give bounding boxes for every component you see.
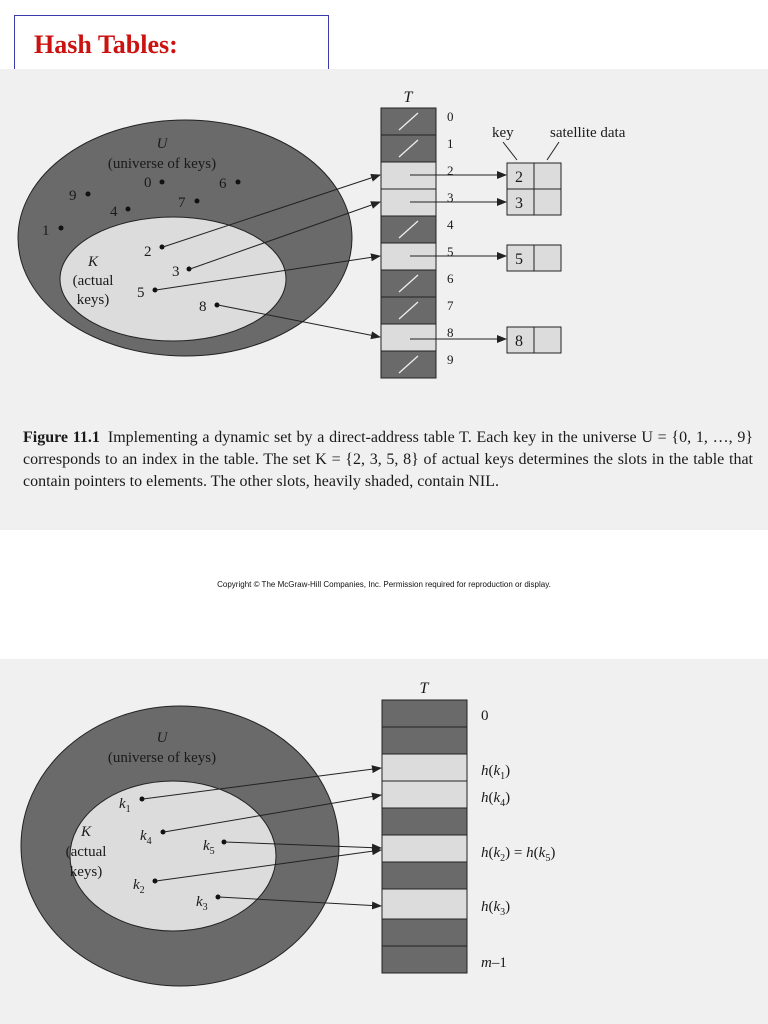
universe-key-9: 9 [69, 188, 77, 204]
slot-index-3: 3 [447, 190, 454, 205]
hslot-1 [382, 727, 467, 754]
hslot-2 [382, 754, 467, 781]
figure2 [21, 680, 555, 986]
key-k4: $k_4$ [140, 828, 152, 847]
universe-label-2: U [156, 730, 168, 746]
hslot-label-hk2-hk5: $h(k_2) = h(k_5)$ [481, 845, 556, 864]
slot-index-1: 1 [447, 136, 454, 151]
slot-index-0: 0 [447, 109, 454, 124]
key-dot-7 [195, 199, 200, 204]
actual-desc-2-1: (actual [65, 844, 107, 860]
hslot-label-0: 0 [481, 708, 489, 724]
hslot-9 [382, 946, 467, 973]
slot-index-2: 2 [447, 163, 454, 178]
caption-text: Implementing a dynamic set by a direct-address table T. Each key in the universe U = {0, 1, …, 9} corresponds to an index in the table. The set K = {2, 3, 5, 8} of actual keys determines the slots in the table that contain pointers to elements. The other slots, heavily shaded, contain NIL. [23, 429, 753, 490]
key-dot-0 [160, 180, 165, 185]
slot-index-9: 9 [447, 352, 454, 367]
slot-indices [447, 109, 454, 367]
element-key-2: 2 [515, 169, 523, 186]
hslot-label-m1: m–1 [481, 955, 507, 971]
slot-index-6: 6 [447, 271, 454, 286]
key-dot-6 [236, 180, 241, 185]
universe-key-1: 1 [42, 223, 50, 239]
element-8-data [534, 327, 561, 353]
hslot-3 [382, 781, 467, 808]
actual-key-3: 3 [172, 264, 180, 280]
hslot-6 [382, 862, 467, 889]
universe-desc-2: (universe of keys) [107, 750, 217, 766]
actual-label-2: K [80, 824, 92, 840]
element-key-8: 8 [515, 333, 523, 350]
table-label-2: T [419, 680, 429, 697]
hslot-0 [382, 700, 467, 727]
element-key-5: 5 [515, 251, 523, 268]
universe-label: U [156, 136, 168, 152]
element-5-data [534, 245, 561, 271]
element-2-data [534, 163, 561, 189]
slot-index-7: 7 [447, 298, 454, 313]
actual-desc-2: keys) [76, 292, 110, 308]
hslot-4 [382, 808, 467, 835]
satellite-header-tick [547, 142, 559, 160]
hslot-label-hk1: $h(k_1)$ [481, 763, 511, 782]
slot-index-5: 5 [447, 244, 454, 259]
satellite-header: satellite data [550, 125, 626, 141]
element-keys [515, 169, 523, 350]
element-key-3: 3 [515, 195, 523, 212]
actual-key-2: 2 [144, 244, 152, 260]
table-label: T [403, 89, 413, 106]
universe-key-6: 6 [219, 176, 227, 192]
actual-desc-1: (actual [72, 273, 114, 289]
hslot-5 [382, 835, 467, 862]
universe-desc: (universe of keys) [107, 156, 217, 172]
key-k2: $k_2$ [133, 877, 145, 896]
slot-index-4: 4 [447, 217, 454, 232]
key-header-tick [503, 142, 517, 160]
actual-label: K [87, 254, 99, 270]
slot-8 [381, 324, 436, 351]
figure-caption [23, 427, 753, 493]
element-3-data [534, 189, 561, 215]
key-k1: $k_1$ [119, 796, 131, 815]
actual-key-8: 8 [199, 299, 207, 315]
figure1 [18, 89, 626, 378]
universe-key-0: 0 [144, 175, 152, 191]
actual-desc-2-2: keys) [69, 864, 103, 880]
slot-index-8: 8 [447, 325, 454, 340]
key-k3: $k_3$ [196, 894, 208, 913]
actual-key-5: 5 [137, 285, 145, 301]
universe-key-4: 4 [110, 204, 118, 220]
key-dot-1 [59, 226, 64, 231]
key-dot-4 [126, 207, 131, 212]
figure-label: Figure 11.1 [23, 429, 100, 446]
page-title: Hash Tables: [34, 30, 178, 59]
key-header: key [492, 125, 514, 141]
hslot-label-hk4: $h(k_4)$ [481, 790, 511, 809]
hash-table [382, 700, 467, 973]
copyright-notice: Copyright © The McGraw-Hill Companies, Inc. Permission required for reproduction or display. [217, 580, 551, 589]
key-dot-9 [86, 192, 91, 197]
universe-key-7: 7 [178, 195, 186, 211]
hslot-7 [382, 889, 467, 919]
hslot-8 [382, 919, 467, 946]
key-k5: $k_5$ [203, 838, 215, 857]
hslot-label-hk3: $h(k_3)$ [481, 899, 511, 918]
